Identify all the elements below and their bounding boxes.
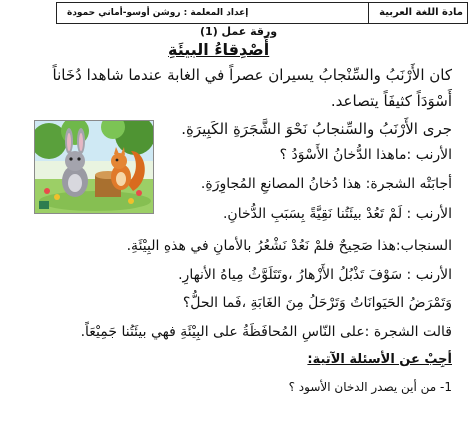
story-line: الأرنب : سَوْفَ تَذْبُلُ الأَزْهارُ ،وتَتَلَوَّثُ مِياهُ الأنهارِ. bbox=[178, 267, 452, 283]
subject-label: مادة اللغة العربية bbox=[379, 7, 463, 18]
story-line: وَتَمْرَضُ الحَيَوانَاتُ وَتَرْحَلُ مِنَ الغَابَةِ ،فَما الحلُّ؟ bbox=[182, 295, 452, 311]
question-1: 1- من أين يصدر الدخان الأسود ؟ bbox=[288, 380, 452, 394]
story-line: جرى الأَرْنَبُ والسِّنجابُ نَحْوَ الشَّجَرَةِ الكَبِيرَةِ. bbox=[181, 120, 452, 138]
rabbit-and-squirrel-illustration bbox=[34, 120, 154, 214]
story-line: الأرنب : لَمْ تَعُدْ بيئَتُنا نَقِيَّةً بِسَبَبِ الدُّخانِ. bbox=[222, 206, 452, 222]
header-divider bbox=[368, 3, 369, 23]
worksheet-header bbox=[56, 2, 468, 24]
lesson-title: أَصْدِقاءُ البيئَةِ bbox=[168, 40, 270, 59]
worksheet-number: ورقة عمل (1) bbox=[200, 25, 278, 38]
story-line: أَسْوَدَاً كثيفَاً يتصاعد. bbox=[330, 92, 452, 110]
story-line: السنجاب:هذا صَحِيحٌ فلمْ نَعُدْ نَشْعُرُ بالأمانِ في هذهِ البِيْئَةِ. bbox=[126, 238, 452, 254]
story-line: قالت الشجرة :على النّاسِ المُحافَظَةُ على البِيْئَةِ فهي بيئَتُنا جَمِيْعَاً. bbox=[80, 324, 452, 340]
teacher-label: إعداد المعلمة : روشن أوسو-أماني حمودة bbox=[67, 8, 249, 18]
illustration-svg bbox=[35, 121, 153, 213]
questions-heading: أجِبْ عن الأسئلة الآتية: bbox=[307, 352, 452, 367]
story-line: كان الأَرْنَبُ والسِّنْجابُ يسيران عصراً في الغابة عندما شاهدا دُخَاناً bbox=[52, 66, 452, 84]
story-line: أجابَتْه الشجرة: هذا دُخانُ المصانعِ المُجاوِرَةِ. bbox=[200, 176, 452, 192]
story-line: الأرنب :ماهذا الدُّخانُ الأَسْوَدُ ؟ bbox=[279, 147, 452, 163]
